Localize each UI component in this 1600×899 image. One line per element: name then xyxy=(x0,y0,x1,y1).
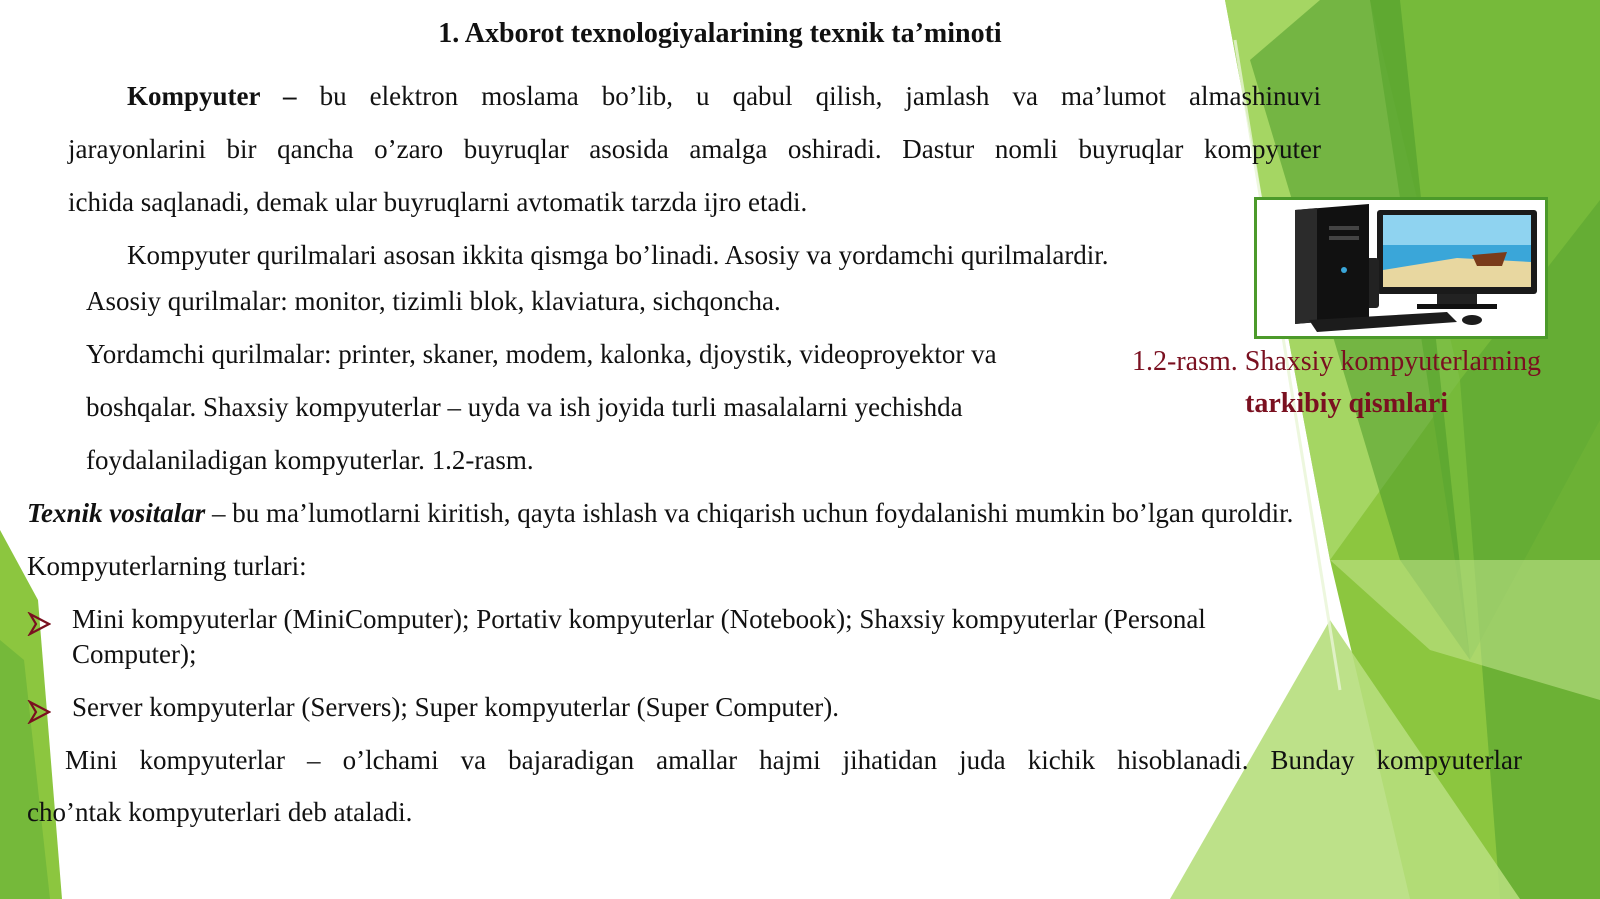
paragraph-kompyuter-line2: jarayonlarini bir qancha o’zaro buyruqlar asosida amalga oshiradi. Dastur nomli buyruqlar kompyuter xyxy=(68,134,1321,164)
paragraph-mini-line2: cho’ntak kompyuterlari deb ataladi. xyxy=(27,797,413,827)
paragraph-kompyuter-line1 xyxy=(127,80,1321,112)
arrowhead-bullet-icon xyxy=(27,700,51,724)
paragraph-mini-line1: Mini kompyuterlar – o’lchami va bajaradigan amallar hajmi jihatidan juda kichik hisoblanadi. Bunday kompyuterlar xyxy=(65,745,1522,775)
figure-caption-line1: 1.2-rasm. Shaxsiy kompyuterlarning xyxy=(1132,346,1542,377)
types-heading: Kompyuterlarning turlari: xyxy=(27,551,307,581)
paragraph-texnik-vositalar xyxy=(27,497,1293,529)
paragraph-text: bu elektron moslama bo’lib, u qabul qilish, jamlash va ma’lumot almashinuvi xyxy=(319,81,1322,111)
desktop-computer-photo xyxy=(1254,197,1548,339)
paragraph-yordamchi-line2: boshqalar. Shaxsiy kompyuterlar – uyda va ish joyida turli masalalarni yechishda xyxy=(86,392,963,422)
arrowhead-bullet-icon xyxy=(27,612,51,636)
bullet-item-2: Server kompyuterlar (Servers); Super kompyuterlar (Super Computer). xyxy=(72,692,840,722)
term-kompyuter: Kompyuter – xyxy=(127,81,297,111)
bullet-item-1-line1: Mini kompyuterlar (MiniComputer); Portativ kompyuterlar (Notebook); Shaxsiy kompyuterlar (Personal xyxy=(72,604,1206,634)
paragraph-yordamchi-line1: Yordamchi qurilmalar: printer, skaner, modem, kalonka, djoystik, videoproyektor va xyxy=(86,339,997,369)
paragraph-kompyuter-line3: ichida saqlanadi, demak ular buyruqlarni avtomatik tarzda ijro etadi. xyxy=(68,187,808,217)
page-title: 1. Axborot texnologiyalarining texnik ta’minoti xyxy=(438,18,1002,49)
paragraph-text: – bu ma’lumotlarni kiritish, qayta ishlash va chiqarish uchun foydalanishi mumkin bo’lgan quroldir. xyxy=(205,498,1294,528)
paragraph-qurilmalar-line1: Kompyuter qurilmalari asosan ikkita qismga bo’linadi. Asosiy va yordamchi qurilmalardir. xyxy=(127,240,1109,270)
bullet-item-1-line2: Computer); xyxy=(72,639,197,669)
term-texnik-vositalar: Texnik vositalar xyxy=(27,498,206,528)
figure-caption-line2: tarkibiy qismlari xyxy=(1245,388,1449,419)
paragraph-yordamchi-line3: foydalaniladigan kompyuterlar. 1.2-rasm. xyxy=(86,445,534,475)
paragraph-qurilmalar-line2: Asosiy qurilmalar: monitor, tizimli blok, klaviatura, sichqoncha. xyxy=(86,286,781,316)
